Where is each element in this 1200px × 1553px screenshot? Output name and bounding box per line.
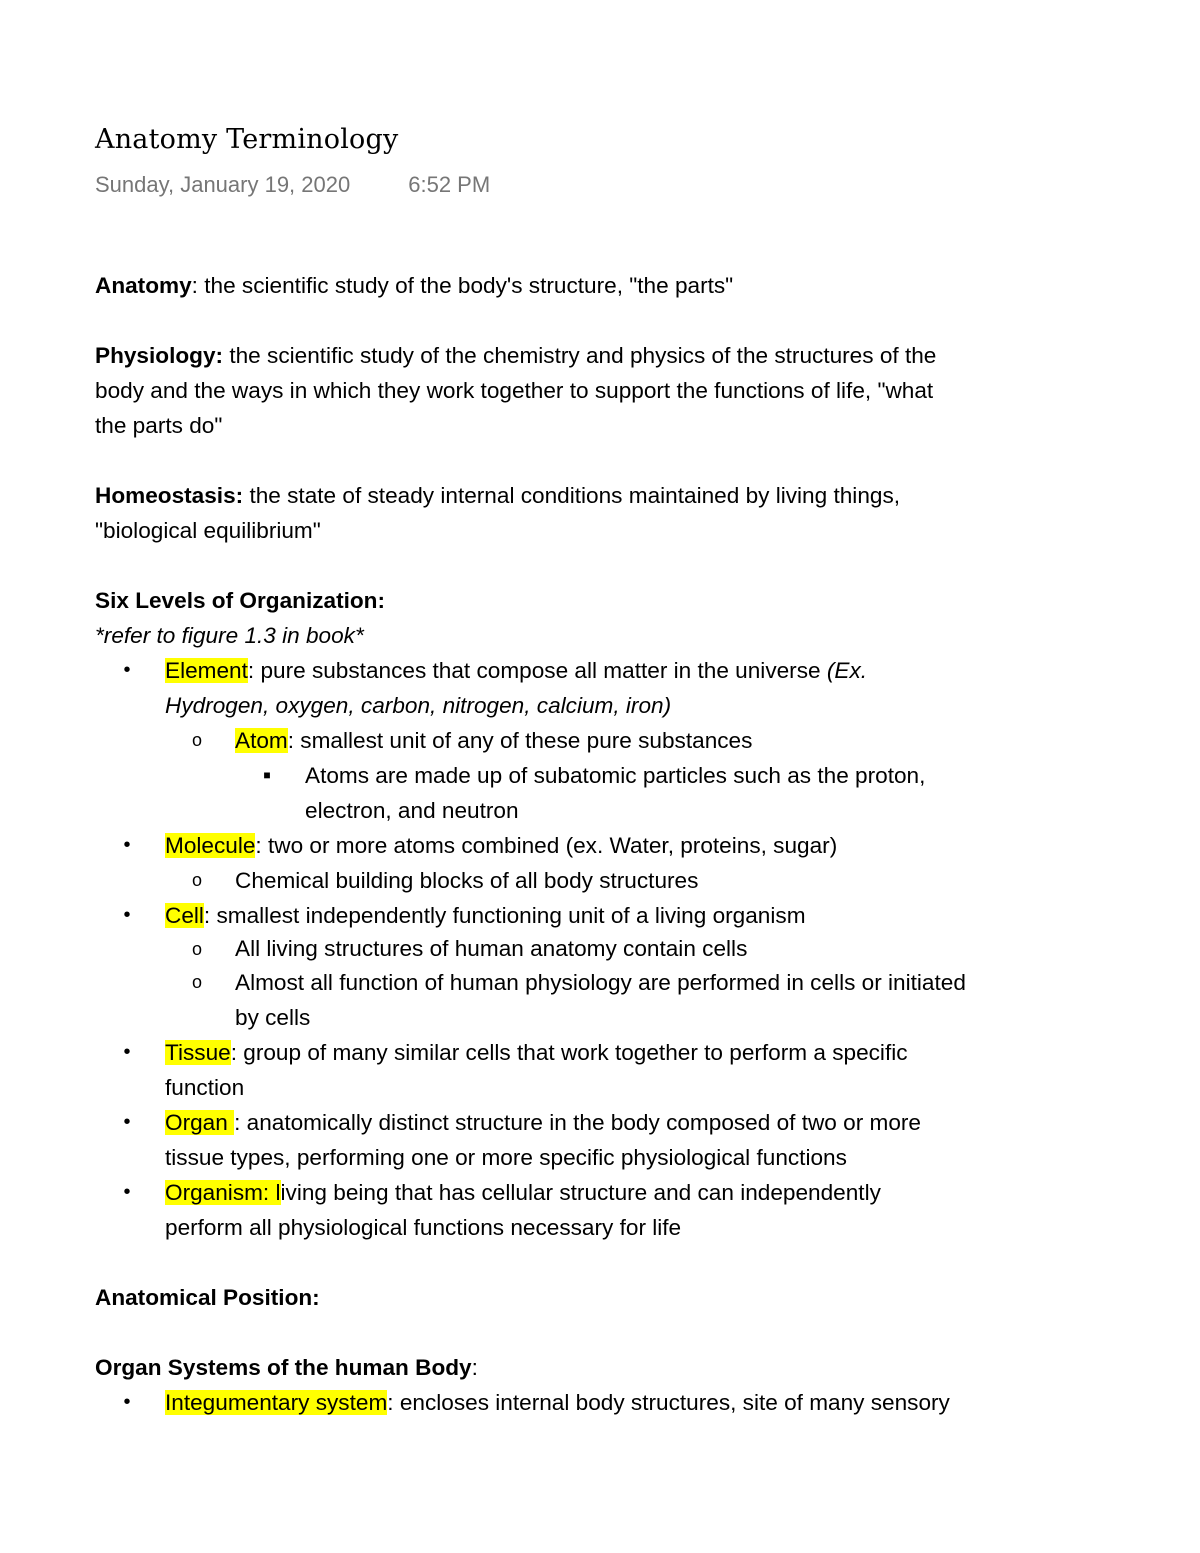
term-cell: Cell	[165, 903, 204, 928]
page-meta	[95, 172, 490, 198]
hollow-circle-icon: o	[191, 972, 202, 992]
hollow-circle-icon: o	[191, 730, 202, 750]
square-bullet-icon: ■	[263, 768, 271, 782]
list-item-organism: • Organism: living being that has cellular structure and can independently perform all physiological functions necessary for life	[95, 1175, 1125, 1245]
bullet-dot-icon: •	[123, 1181, 131, 1203]
bullet-dot-icon: •	[123, 659, 131, 681]
bullet-dot-icon: •	[123, 1041, 131, 1063]
list-item-molecule-sub: o Chemical building blocks of all body structures	[95, 863, 1125, 898]
page-title: Anatomy Terminology	[95, 124, 399, 155]
term-element: Element	[165, 658, 248, 683]
term-tissue: Tissue	[165, 1040, 231, 1065]
term-organ: Organ	[165, 1110, 235, 1135]
list-item-cell-sub-1: o All living structures of human anatomy contain cells	[95, 933, 1125, 965]
def-homeostasis: Homeostasis: the state of steady internal conditions maintained by living things,	[95, 483, 901, 508]
anatomical-position-heading: Anatomical Position:	[95, 1285, 320, 1310]
list-item-integumentary: • Integumentary system: encloses internal body structures, site of many sensory	[95, 1385, 1125, 1420]
levels-heading: Six Levels of Organization:	[95, 588, 386, 613]
list-item-tissue: • Tissue: group of many similar cells that work together to perform a specific function	[95, 1035, 1125, 1105]
term-physiology: Physiology:	[95, 343, 224, 368]
term-homeostasis: Homeostasis:	[95, 483, 244, 508]
list-item-cell: • Cell: smallest independently functioning unit of a living organism	[95, 898, 1125, 933]
levels-note: *refer to figure 1.3 in book*	[95, 623, 364, 648]
term-organism: Organism: l	[165, 1180, 281, 1205]
bullet-dot-icon: •	[123, 834, 131, 856]
term-molecule: Molecule	[165, 833, 256, 858]
term-anatomy: Anatomy	[95, 273, 192, 298]
list-item-atom-sub: ■ Atoms are made up of subatomic particles such as the proton, electron, and neutron	[95, 758, 1125, 828]
hollow-circle-icon: o	[191, 870, 202, 890]
list-item-atom: o Atom: smallest unit of any of these pure substances	[95, 723, 1125, 758]
def-anatomy: Anatomy: the scientific study of the body's structure, "the parts"	[95, 273, 734, 298]
list-item-element: • Element: pure substances that compose all matter in the universe (Ex. Hydrogen, oxygen, carbon, nitrogen, calcium, iron)	[95, 653, 1125, 723]
list-item-cell-sub-2: o Almost all function of human physiology are performed in cells or initiated by cells	[95, 965, 1125, 1035]
term-atom: Atom	[235, 728, 288, 753]
list-item-molecule: • Molecule: two or more atoms combined (ex. Water, proteins, sugar)	[95, 828, 1125, 863]
bullet-dot-icon: •	[123, 1391, 131, 1413]
list-item-organ: • Organ : anatomically distinct structure in the body composed of two or more tissue types, performing one or more specific physiological functions	[95, 1105, 1125, 1175]
organ-systems-heading: Organ Systems of the human Body:	[95, 1355, 478, 1380]
bullet-dot-icon: •	[123, 1111, 131, 1133]
term-integumentary: Integumentary system	[165, 1390, 388, 1415]
page-time: 6:52 PM	[408, 172, 491, 197]
page-date: Sunday, January 19, 2020	[95, 172, 351, 197]
hollow-circle-icon: o	[191, 939, 202, 959]
def-physiology: Physiology: the scientific study of the chemistry and physics of the structures of the	[95, 343, 937, 368]
note-body: Anatomy: the scientific study of the body's structure, "the parts" Physiology: the scientific study of the chemistry and physics of the structures of the body and the ways in which they work together to support the functions of life, "what the parts do" Homeostasis: the state of steady internal conditions maintained by living things, "biological equilibrium" Six Levels of Organization: *refer to figure 1.3 in book* • Element: pure substances that compose all matter in the universe (Ex. Hydrogen, oxygen, carbon, nitrogen, calcium, iron) o Atom: smallest unit of any of these pure substances ■ Atoms are made up of subatomic particles such as the proton, electron, and neutron • Molecule: two or more atoms combined (ex. Water, proteins, sugar) o Chemical building blocks of all body structures • Cell: smallest independently functioning unit of a living organism o All living structures of human anatomy contain cells o Almost all function of human physiology are performed in cells or initiated by cells • Tissue: group of many similar cells that work together to perform a specific function • Organ : anatomically distinct structure in the body composed of two or more tissue types, performing one or more specific physiological functions • Organism: living being that has cellular structure and can independently perform all physiological functions necessary for life Anatomical Position: Organ Systems of the human Body: • Integumentary system: encloses internal body structures, site of many sensory	[95, 268, 1125, 1420]
bullet-dot-icon: •	[123, 904, 131, 926]
